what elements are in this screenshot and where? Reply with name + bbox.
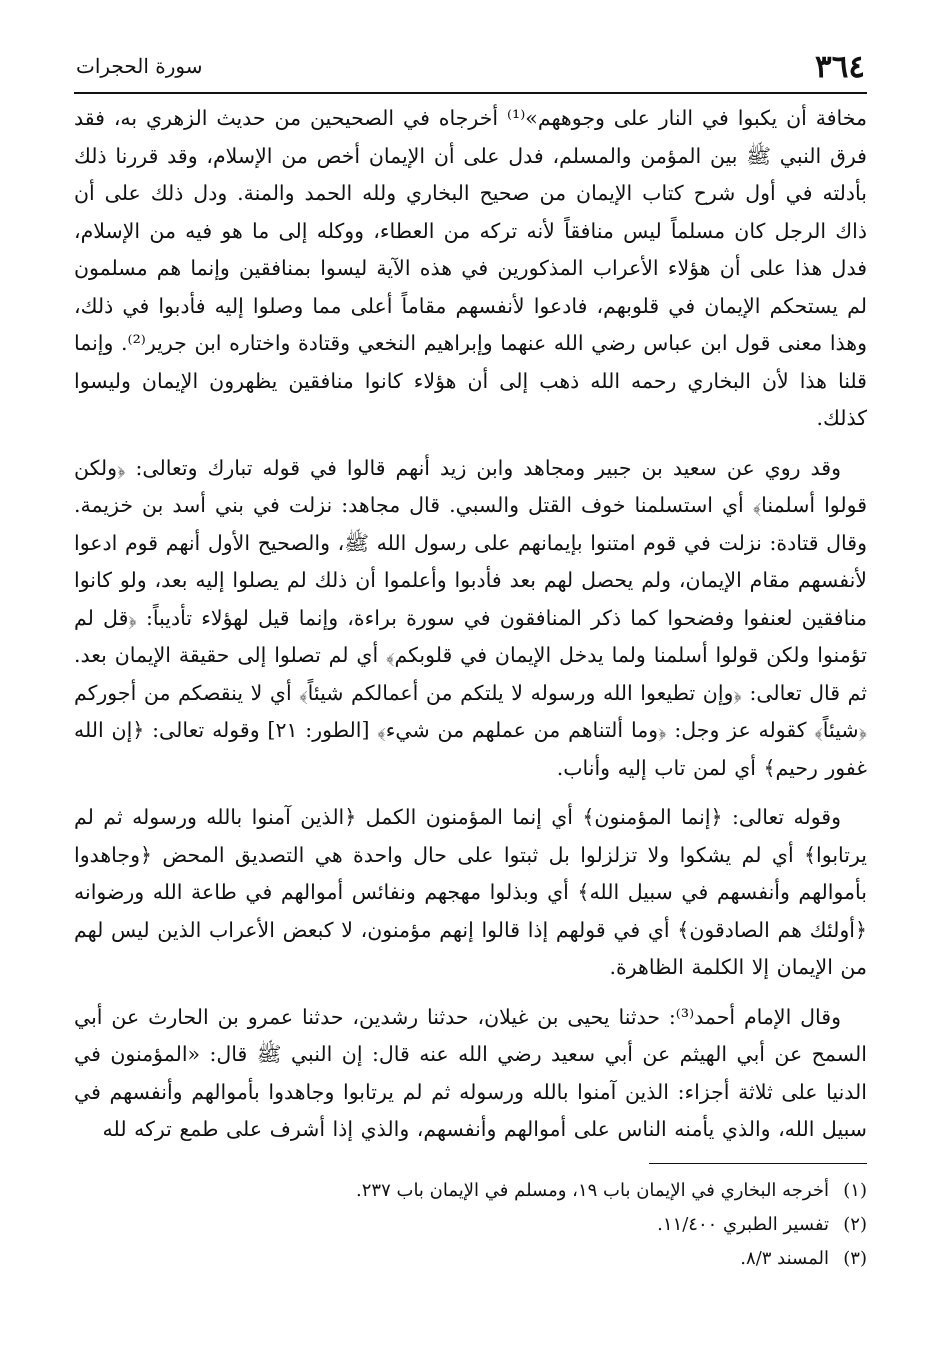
footnotes (74, 1174, 867, 1276)
running-head (74, 48, 867, 92)
paragraph-2: وقد روي عن سعيد بن جبير ومجاهد وابن زيد أنهم قالوا في قوله تبارك وتعالى: ﴿ولكن قولوا أسلمنا﴾ أي استسلمنا خوف القتل والسبي. قال مجاهد: نزلت في بني أسد بن خزيمة. وقال قتادة: نزلت في قوم امتنوا بإيمانهم على رسول الله ﷺ، والصحيح الأول أنهم قوم ادعوا لأنفسهم مقام الإيمان، ولم يحصل لهم بعد فأدبوا وأعلموا أن ذلك لم يصلوا إليه بعد، ولو كانوا منافقين لعنفوا وفضحوا كما ذكر المنافقون في سورة براءة، وإنما قيل لهؤلاء تأديباً: ﴿قل لم تؤمنوا ولكن قولوا أسلمنا ولما يدخل الإيمان في قلوبكم﴾ أي لم تصلوا إلى حقيقة الإيمان بعد. ثم قال تعالى: ﴿وإن تطيعوا الله ورسوله لا يلتكم من أعمالكم شيئاً﴾ أي لا ينقصكم من أجوركم ﴿شيئاً﴾ كقوله عز وجل: ﴿وما ألتناهم من عملهم من شيء﴾ [الطور: ٢١] وقوله تعالى: ﴿إن الله غفور رحيم﴾ أي لمن تاب إليه وأناب. (74, 455, 867, 780)
footnote-text: تفسير الطبري ١١/٤٠٠. (657, 1213, 829, 1235)
footnote-3 (74, 1242, 867, 1276)
footnote-divider (649, 1163, 867, 1164)
page-number: ٣٦٤ (815, 49, 865, 85)
footnote-number: (١) (843, 1179, 867, 1201)
footnote-text: المسند ٨/٣. (740, 1247, 829, 1269)
footnote-2 (74, 1208, 867, 1242)
footnote-1 (74, 1174, 867, 1208)
paragraph-4: وقال الإمام أحمد⁽³⁾: حدثنا يحيى بن غيلان، حدثنا رشدين، حدثنا عمرو بن الحارث عن أبي السمح عن أبي الهيثم عن أبي سعيد رضي الله عنه قال: إن النبي ﷺ قال: «المؤمنون في الدنيا على ثلاثة أجزاء: الذين آمنوا بالله ورسوله ثم لم يرتابوا وجاهدوا بأموالهم وأنفسهم في سبيل الله، والذي يأمنه الناس على أموالهم وأنفسهم، والذي إذا أشرف على طمع تركه لله (74, 1004, 867, 1141)
footnote-number: (٣) (843, 1247, 867, 1269)
footnote-text: أخرجه البخاري في الإيمان باب ١٩، ومسلم في الإيمان باب ٢٣٧. (356, 1179, 829, 1201)
book-page (74, 48, 867, 1276)
footnote-number: (٢) (843, 1213, 867, 1235)
paragraph-3: وقوله تعالى: ﴿إنما المؤمنون﴾ أي إنما المؤمنون الكمل ﴿الذين آمنوا بالله ورسوله ثم لم يرتابوا﴾ أي لم يشكوا ولا تزلزلوا بل ثبتوا على حال واحدة هي التصديق المحض ﴿وجاهدوا بأموالهم وأنفسهم في سبيل الله﴾ أي وبذلوا مهجهم ونفائس أموالهم في طاعة الله ورضوانه ﴿أولئك هم الصادقون﴾ أي في قولهم إذا قالوا إنهم مؤمنون، لا كبعض الأعراب الذين ليس لهم من الإيمان إلا الكلمة الظاهرة. (74, 805, 867, 979)
header-divider (74, 92, 867, 94)
surah-title: سورة الحجرات (76, 54, 203, 78)
paragraph-1: مخافة أن يكبوا في النار على وجوههم»⁽¹⁾ أخرجاه في الصحيحين من حديث الزهري به، فقد فرق النبي ﷺ بين المؤمن والمسلم، فدل على أن الإيمان أخص من الإسلام، وقد قررنا ذلك بأدلته في أول شرح كتاب الإيمان من صحيح البخاري ولله الحمد والمنة. ودل ذلك على أن ذاك الرجل كان مسلماً ليس منافقاً لأنه تركه من العطاء، ووكله إلى ما هو فيه من الإسلام، فدل هذا على أن هؤلاء الأعراب المذكورين في هذه الآية ليسوا بمنافقين وإنما هم مسلمون لم يستحكم الإيمان في قلوبهم، فادعوا لأنفسهم مقاماً أعلى مما وصلوا إليه فأدبوا في ذلك، وهذا معنى قول ابن عباس رضي الله عنهما وإبراهيم النخعي وقتادة واختاره ابن جرير⁽²⁾. وإنما قلنا هذا لأن البخاري رحمه الله ذهب إلى أن هؤلاء كانوا منافقين يظهرون الإيمان وليسوا كذلك. (74, 106, 867, 430)
main-text (74, 100, 867, 1149)
